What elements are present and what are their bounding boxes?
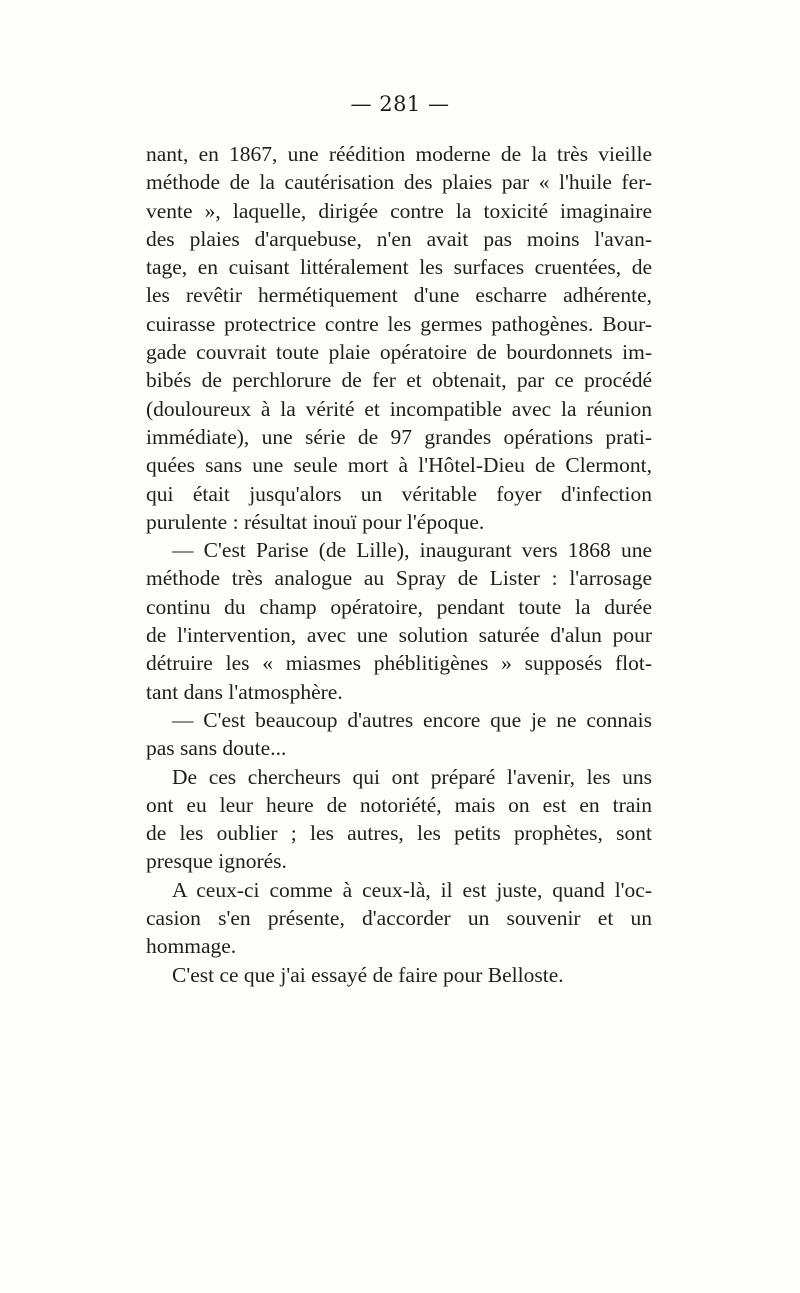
text-line: — C'est beaucoup d'autres encore que je ne connais	[172, 707, 652, 732]
text-line: des plaies d'arquebuse, n'en avait pas moins l'avan-	[146, 226, 652, 251]
text-line: méthode très analogue au Spray de Lister : l'arrosage	[146, 566, 652, 591]
text-line: C'est ce que j'ai essayé de faire pour Belloste.	[172, 962, 564, 987]
page-number: — 281 —	[350, 92, 450, 116]
text-line: gade couvrait toute plaie opératoire de bourdonnets im-	[146, 340, 652, 365]
text-line: vente », laquelle, dirigée contre la toxicité imaginaire	[146, 198, 652, 223]
text-line: tant dans l'atmosphère.	[146, 679, 343, 704]
text-line: tage, en cuisant littéralement les surfaces cruentées, de	[146, 255, 652, 280]
text-line: — C'est Parise (de Lille), inaugurant vers 1868 une	[172, 538, 652, 563]
text-line: purulente : résultat inouï pour l'époque.	[146, 509, 485, 534]
text-line: immédiate), une série de 97 grandes opérations prati-	[146, 424, 652, 449]
body-text	[146, 140, 652, 989]
text-line: cuirasse protectrice contre les germes pathogènes. Bour-	[146, 311, 652, 336]
text-line: ont eu leur heure de notoriété, mais on est en train	[146, 792, 652, 817]
text-line: de l'intervention, avec une solution saturée d'alun pour	[146, 623, 652, 648]
text-line: les revêtir hermétiquement d'une escharre adhérente,	[146, 283, 652, 308]
text-line: qui était jusqu'alors un véritable foyer d'infection	[146, 481, 652, 506]
text-line: continu du champ opératoire, pendant toute la durée	[146, 594, 652, 619]
text-line: bibés de perchlorure de fer et obtenait, par ce procédé	[146, 368, 652, 393]
text-line: pas sans doute...	[146, 736, 287, 761]
text-line: A ceux-ci comme à ceux-là, il est juste, quand l'oc-	[172, 877, 652, 902]
text-line: de les oublier ; les autres, les petits prophètes, sont	[146, 821, 652, 846]
text-line: méthode de la cautérisation des plaies par « l'huile fer-	[146, 170, 652, 195]
text-line: De ces chercheurs qui ont préparé l'avenir, les uns	[172, 764, 652, 789]
text-line: détruire les « miasmes phéblitigènes » supposés flot-	[146, 651, 652, 676]
text-line: hommage.	[146, 934, 237, 959]
text-line: quées sans une seule mort à l'Hôtel-Dieu de Clermont,	[146, 453, 652, 478]
text-line: nant, en 1867, une réédition moderne de la très vieille	[146, 142, 652, 166]
text-line: (douloureux à la vérité et incompatible avec la réunion	[146, 396, 652, 421]
text-line: casion s'en présente, d'accorder un souvenir et un	[146, 906, 652, 931]
text-line: presque ignorés.	[146, 849, 287, 874]
